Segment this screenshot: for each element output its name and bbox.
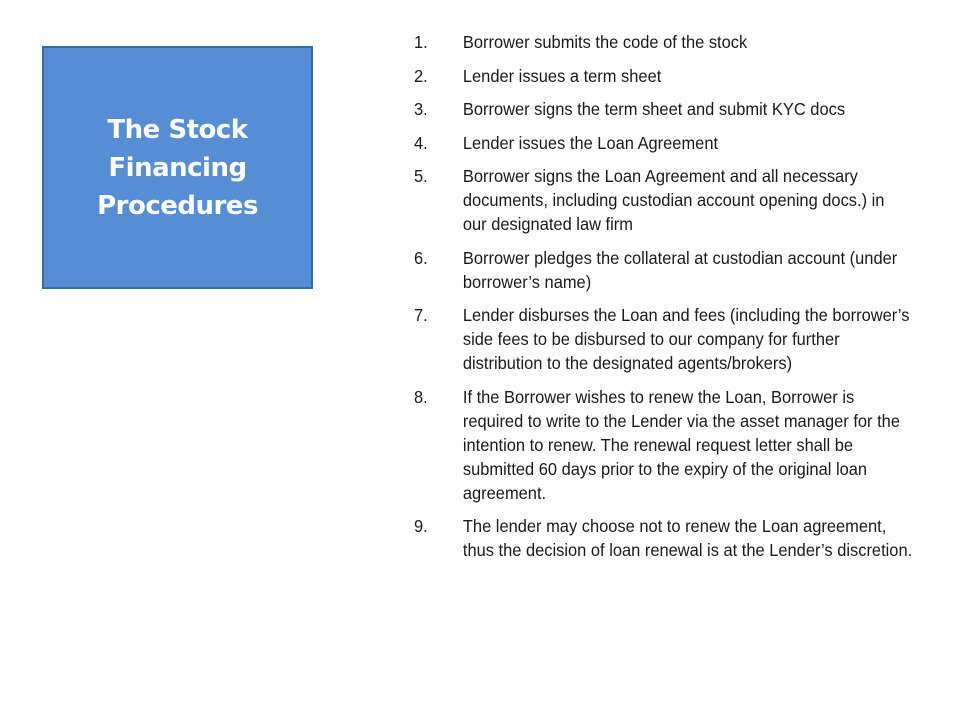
step-item-8 [414,385,912,505]
step-text: Lender issues a term sheet [462,65,662,86]
step-text: Lender disburses the Loan and fees (including the borrower’s side fees to be disbursed to our company for further distribution to the designated agents/brokers) [462,305,910,373]
page-title [58,111,298,225]
step-text: If the Borrower wishes to renew the Loan, Borrower is required to write to the Lender via the asset manager for the intention to renew. The renewal request letter shall be submitted 60 days prior to the expiry of the original loan agreement. [462,386,900,503]
step-item-1 [414,30,912,54]
step-number: 5. [414,166,428,186]
title-box [42,46,313,289]
title-line-1: The Stock [107,114,248,145]
step-text: Borrower pledges the collateral at custodian account (under borrower’s name) [462,247,898,292]
step-item-2 [414,64,912,88]
step-number: 6. [414,247,428,268]
procedure-steps-list [414,30,912,572]
step-number: 3. [414,99,428,119]
step-text: Borrower signs the term sheet and submit KYC docs [462,99,846,119]
step-number: 9. [414,516,428,536]
step-item-3 [414,97,912,121]
step-item-4 [414,131,912,155]
title-line-2: Financing [108,152,247,183]
step-number: 4. [414,132,428,153]
step-number: 1. [414,32,428,52]
step-number: 2. [414,65,428,86]
title-line-3: Procedures [97,190,258,221]
step-number: 8. [414,386,428,407]
step-text: The lender may choose not to renew the Loan agreement, thus the decision of loan renewal is at the Lender’s discretion. [462,516,913,560]
step-item-9 [414,514,912,562]
step-item-7 [414,303,912,375]
step-number: 7. [414,305,428,325]
step-item-6 [414,246,912,294]
step-text: Lender issues the Loan Agreement [462,132,719,153]
step-text: Borrower submits the code of the stock [462,32,748,52]
step-text: Borrower signs the Loan Agreement and all necessary documents, including custodian account opening docs.) in our designated law firm [462,166,885,234]
step-item-5 [414,164,912,236]
